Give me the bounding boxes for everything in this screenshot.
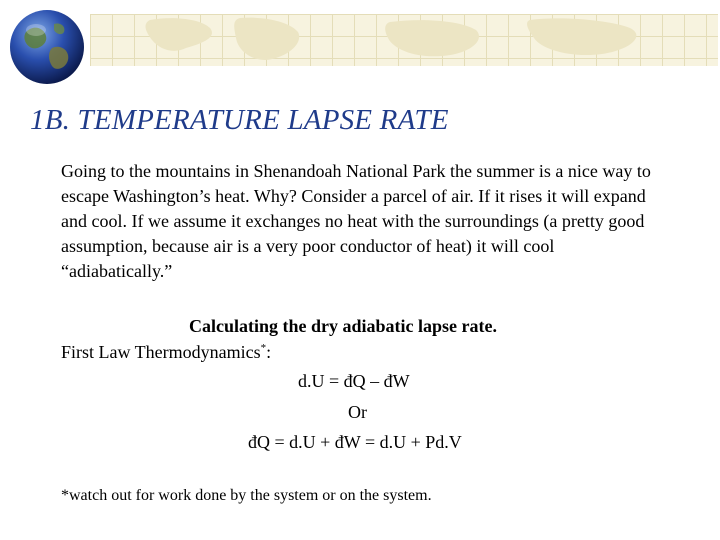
equation-heat: đQ = d.U + đW = d.U + Pd.V	[248, 432, 462, 452]
equation-or: Or	[348, 402, 367, 422]
slide-title: 1B. TEMPERATURE LAPSE RATE	[30, 104, 449, 136]
map-continents-icon	[90, 14, 718, 66]
first-law-text: First Law Thermodynamics	[61, 342, 261, 362]
globe-icon	[8, 8, 86, 86]
world-map-banner	[90, 14, 718, 66]
first-law-label	[61, 342, 271, 363]
intro-paragraph: Going to the mountains in Shenandoah National Park the summer is a nice way to escape Washington’s heat. Why? Consider a parcel of air. If it rises it will expand and cool. If we assume it exchanges no heat with the surroundings (a pretty good assumption, because air is a very poor conductor of heat) it will cool “adiabatically.”	[61, 161, 651, 281]
first-law-colon: :	[266, 342, 272, 362]
equation-internal-energy: d.U = đQ – đW	[298, 371, 410, 391]
footnote: *watch out for work done by the system or on the system.	[61, 487, 432, 504]
section-heading: Calculating the dry adiabatic lapse rate.	[189, 316, 497, 336]
footnote-marker: *	[260, 342, 267, 354]
